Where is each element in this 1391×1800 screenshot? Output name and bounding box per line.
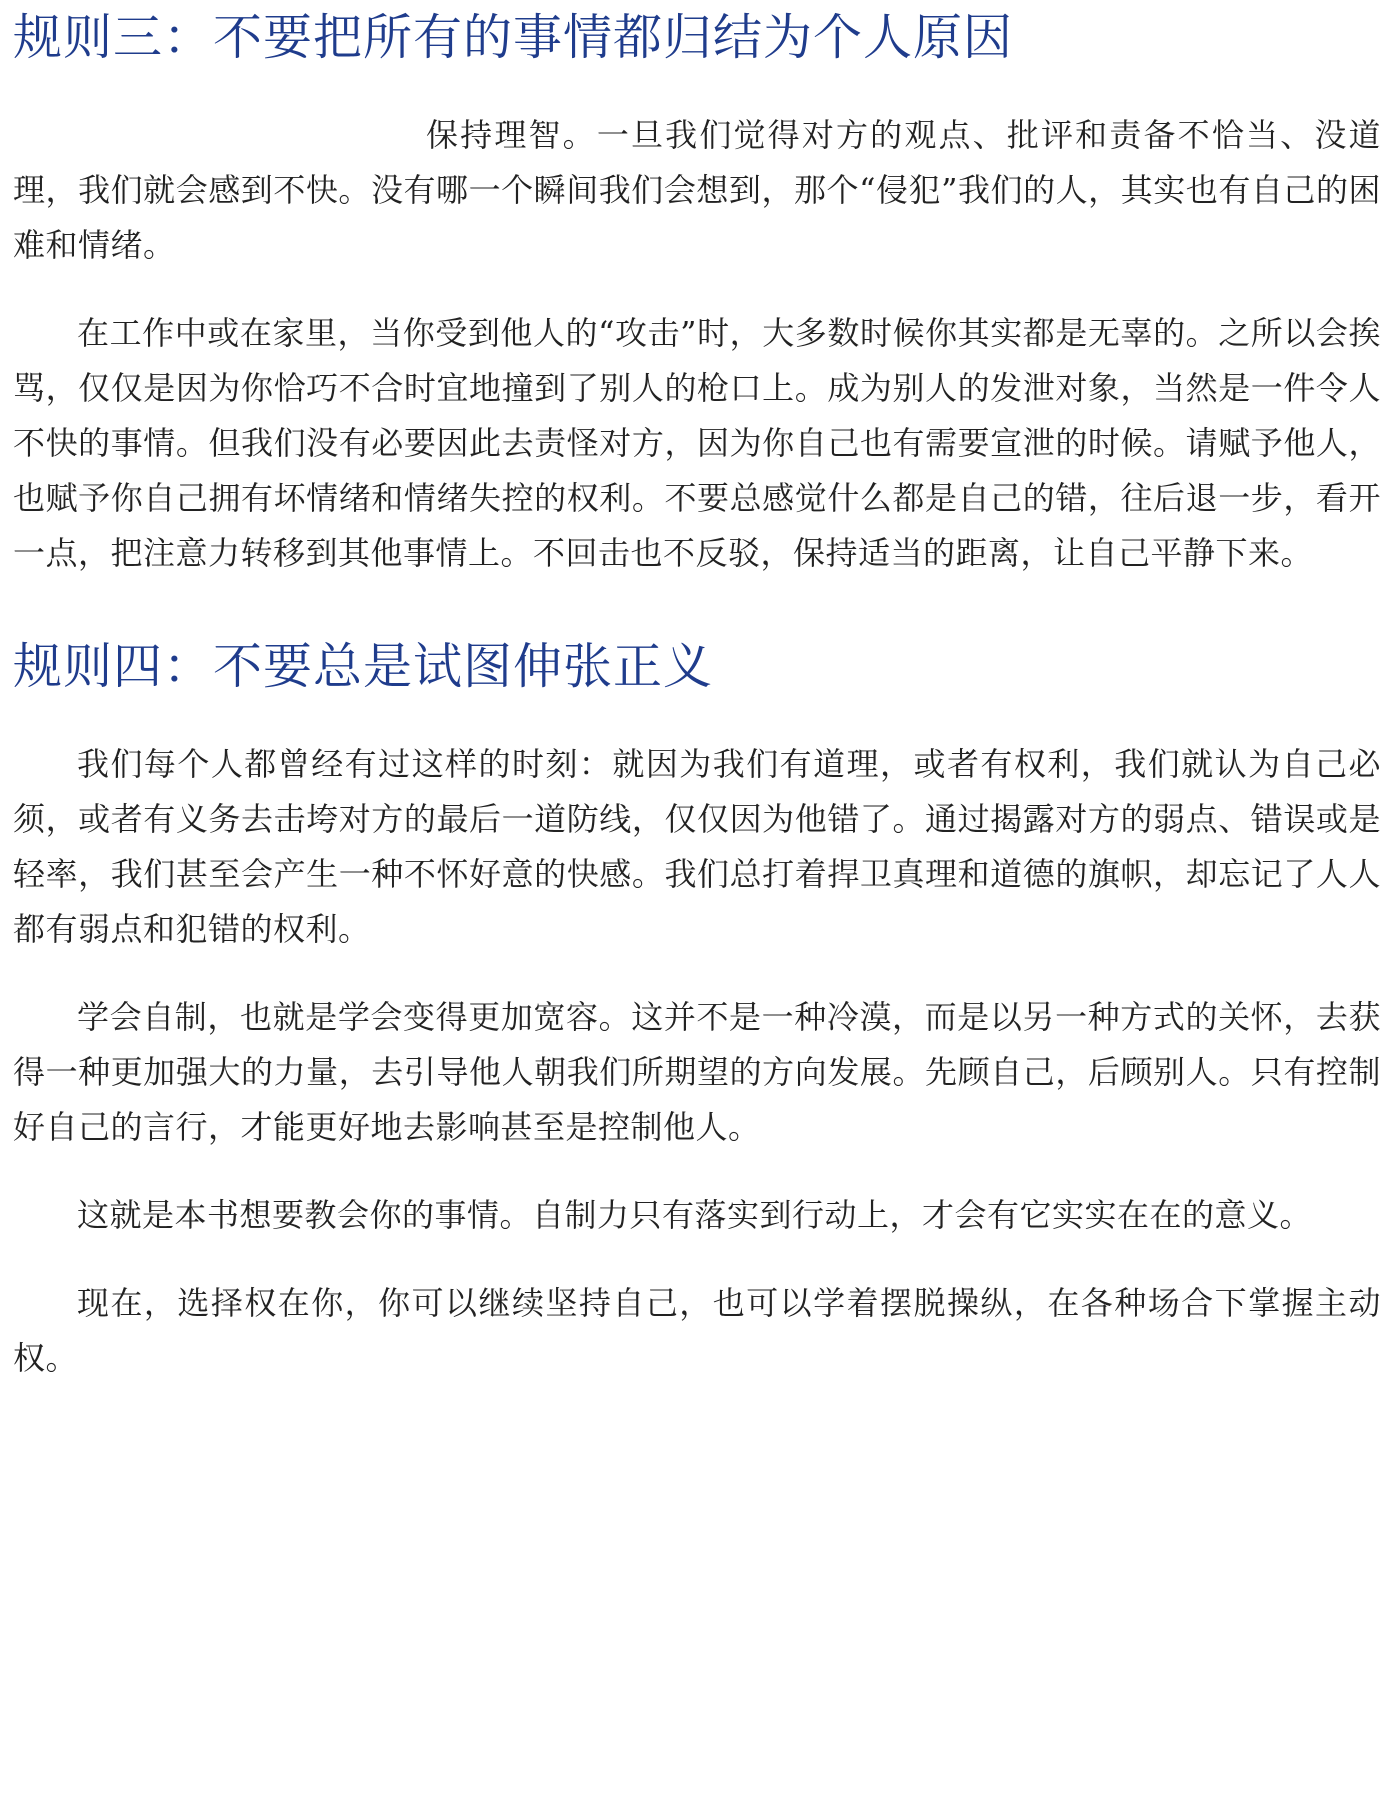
paragraph-rule-3-1: 保持理智。一旦我们觉得对方的观点、批评和责备不恰当、没道理，我们就会感到不快。没有哪一个瞬间我们会想到，那个“侵犯”我们的人，其实也有自己的困难和情绪。 [13, 116, 1381, 264]
paragraph-rule-4-1: 我们每个人都曾经有过这样的时刻：就因为我们有道理，或者有权利，我们就认为自己必须，或者有义务去击垮对方的最后一道防线，仅仅因为他错了。通过揭露对方的弱点、错误或是轻率，我们甚至会产生一种不怀好意的快感。我们总打着捍卫真理和道德的旗帜，却忘记了人人都有弱点和犯错的权利。 [13, 745, 1381, 948]
section-heading-rule-3: 规则三：不要把所有的事情都归结为个人原因 [13, 9, 1014, 66]
paragraph-rule-4-3: 这就是本书想要教会你的事情。自制力只有落实到行动上，才会有它实实在在的意义。 [77, 1196, 1313, 1234]
paragraph-rule-4-2: 学会自制，也就是学会变得更加宽容。这并不是一种冷漠，而是以另一种方式的关怀，去获得一种更加强大的力量，去引导他人朝我们所期望的方向发展。先顾自己，后顾别人。只有控制好自己的言行，才能更好地去影响甚至是控制他人。 [13, 998, 1381, 1146]
paragraph-rule-4-4: 现在，选择权在你，你可以继续坚持自己，也可以学着摆脱操纵，在各种场合下掌握主动权。 [13, 1284, 1381, 1377]
paragraph-rule-3-2: 在工作中或在家里，当你受到他人的“攻击”时，大多数时候你其实都是无辜的。之所以会挨骂，仅仅是因为你恰巧不合时宜地撞到了别人的枪口上。成为别人的发泄对象，当然是一件令人不快的事情。但我们没有必要因此去责怪对方，因为你自己也有需要宣泄的时候。请赋予他人，也赋予你自己拥有坏情绪和情绪失控的权利。不要总感觉什么都是自己的错，往后退一步，看开一点，把注意力转移到其他事情上。不回击也不反驳，保持适当的距离，让自己平静下来。 [13, 314, 1381, 572]
section-heading-rule-4: 规则四：不要总是试图伸张正义 [13, 638, 714, 695]
document-page [13, 0, 1381, 1386]
